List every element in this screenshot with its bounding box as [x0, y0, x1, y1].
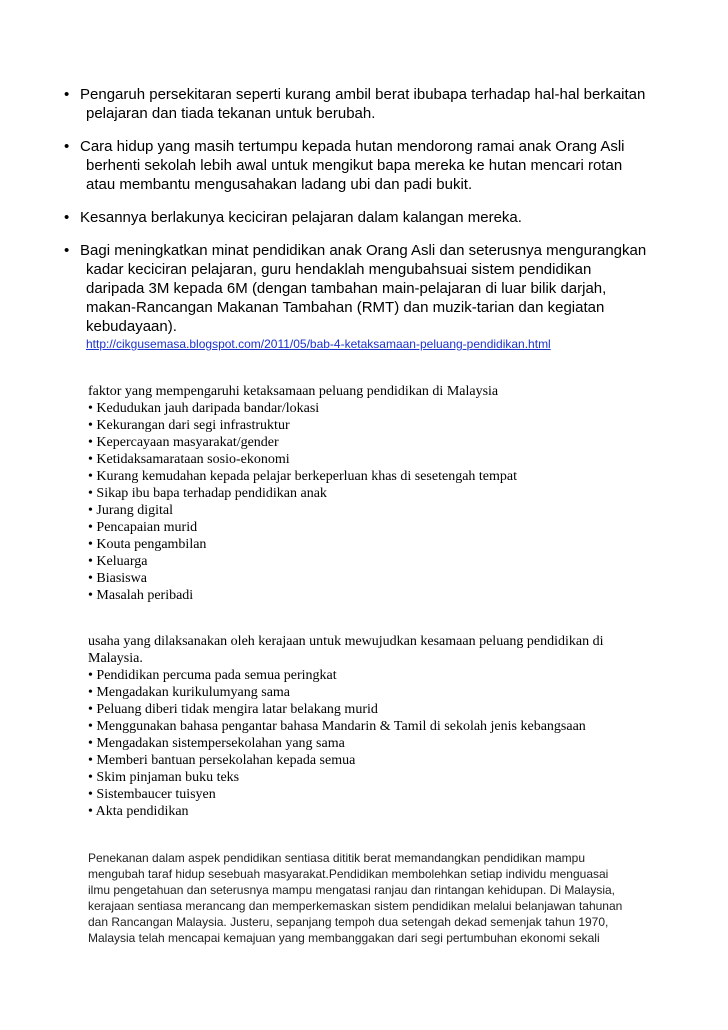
usaha-item: • Mengadakan kurikulumyang sama: [88, 685, 291, 700]
bullet-text-line: berhenti sekolah lebih awal untuk mengikut bapa mereka ke hutan mencari rotan: [86, 157, 623, 174]
bullet-item-pengaruh: [64, 85, 664, 123]
bullet-item-cara-hidup: [64, 137, 664, 194]
faktor-heading: faktor yang mempengaruhi ketaksamaan peluang pendidikan di Malaysia: [88, 384, 499, 399]
source-link[interactable]: http://cikgusemasa.blogspot.com/2011/05/bab-4-ketaksamaan-peluang-pendidikan.html: [86, 337, 551, 351]
paragraph-line: dan Rancangan Malaysia. Justeru, sepanjang tempoh dua setengah dekad semenjak tahun 1970,: [88, 915, 609, 929]
usaha-section: [88, 633, 668, 820]
usaha-item: • Pendidikan percuma pada semua peringkat: [88, 668, 337, 683]
bullet-text-line: kadar keciciran pelajaran, guru hendaklah mengubahsuai sistem pendidikan: [86, 261, 592, 278]
bullet-icon: •: [64, 138, 70, 155]
usaha-item: • Akta pendidikan: [88, 804, 189, 819]
bullet-text-line: Kesannya berlakunya keciciran pelajaran dalam kalangan mereka.: [80, 209, 522, 226]
faktor-item: • Ketidaksamarataan sosio-ekonomi: [88, 452, 290, 467]
usaha-item: • Peluang diberi tidak mengira latar belakang murid: [88, 702, 378, 717]
bullet-item-bagi-meningkatkan: [64, 241, 664, 352]
bullet-text-line: makan-Rancangan Makanan Tambahan (RMT) dan muzik-tarian dan kegiatan: [86, 299, 605, 316]
faktor-item: • Kekurangan dari segi infrastruktur: [88, 418, 290, 433]
faktor-item: • Kurang kemudahan kepada pelajar berkeperluan khas di sesetengah tempat: [88, 469, 518, 484]
faktor-item: • Jurang digital: [88, 503, 173, 518]
bullet-text-line: Bagi meningkatkan minat pendidikan anak Orang Asli dan seterusnya mengurangkan: [80, 242, 647, 259]
usaha-item: • Skim pinjaman buku teks: [88, 770, 240, 785]
faktor-item: • Masalah peribadi: [88, 588, 194, 603]
bullet-text-line: Cara hidup yang masih tertumpu kepada hutan mendorong ramai anak Orang Asli: [80, 138, 625, 155]
bullet-text-line: atau membantu mengusahakan ladang ubi dan padi bukit.: [86, 176, 473, 193]
usaha-item: • Menggunakan bahasa pengantar bahasa Mandarin & Tamil di sekolah jenis kebangsaan: [88, 719, 586, 734]
bullet-text-line: kebudayaan).: [86, 318, 177, 335]
paragraph-line: Penekanan dalam aspek pendidikan sentiasa dititik berat memandangkan pendidikan mampu: [88, 851, 585, 865]
bullet-item-kesannya: [64, 208, 664, 227]
penekanan-paragraph: [88, 850, 668, 946]
faktor-item: • Kedudukan jauh daripada bandar/lokasi: [88, 401, 320, 416]
faktor-item: • Sikap ibu bapa terhadap pendidikan anak: [88, 486, 327, 501]
bullet-text-line: Pengaruh persekitaran seperti kurang ambil berat ibubapa terhadap hal-hal berkaitan: [80, 86, 646, 103]
faktor-section: [88, 383, 668, 604]
bullet-icon: •: [64, 209, 70, 226]
usaha-heading: Malaysia.: [88, 651, 143, 666]
paragraph-line: kerajaan sentiasa merancang dan memperkemaskan sistem pendidikan melalui belanjawan tahunan: [88, 899, 623, 913]
usaha-heading: usaha yang dilaksanakan oleh kerajaan untuk mewujudkan kesamaan peluang pendidikan di: [88, 634, 604, 649]
faktor-item: • Kouta pengambilan: [88, 537, 207, 552]
usaha-item: • Sistembaucer tuisyen: [88, 787, 216, 802]
faktor-item: • Pencapaian murid: [88, 520, 198, 535]
paragraph-line: Malaysia telah mencapai kemajuan yang membanggakan dari segi pertumbuhan ekonomi sekali: [88, 931, 600, 945]
paragraph-line: mengubah taraf hidup sesebuah masyarakat.Pendidikan membolehkan setiap individu menguasai: [88, 867, 609, 881]
usaha-item: • Mengadakan sistempersekolahan yang sama: [88, 736, 345, 751]
bullet-list: [64, 85, 664, 366]
bullet-text-line: pelajaran dan tiada tekanan untuk berubah.: [86, 105, 376, 122]
paragraph-line: ilmu pengetahuan dan seterusnya mampu mengatasi ranjau dan rintangan kehidupan. Di Malaysia,: [88, 883, 615, 897]
usaha-item: • Memberi bantuan persekolahan kepada semua: [88, 753, 356, 768]
bullet-text-line: daripada 3M kepada 6M (dengan tambahan main-pelajaran di luar bilik darjah,: [86, 280, 607, 297]
faktor-item: • Keluarga: [88, 554, 148, 569]
faktor-item: • Kepercayaan masyarakat/gender: [88, 435, 279, 450]
bullet-icon: •: [64, 86, 70, 103]
bullet-icon: •: [64, 242, 70, 259]
faktor-item: • Biasiswa: [88, 571, 147, 586]
